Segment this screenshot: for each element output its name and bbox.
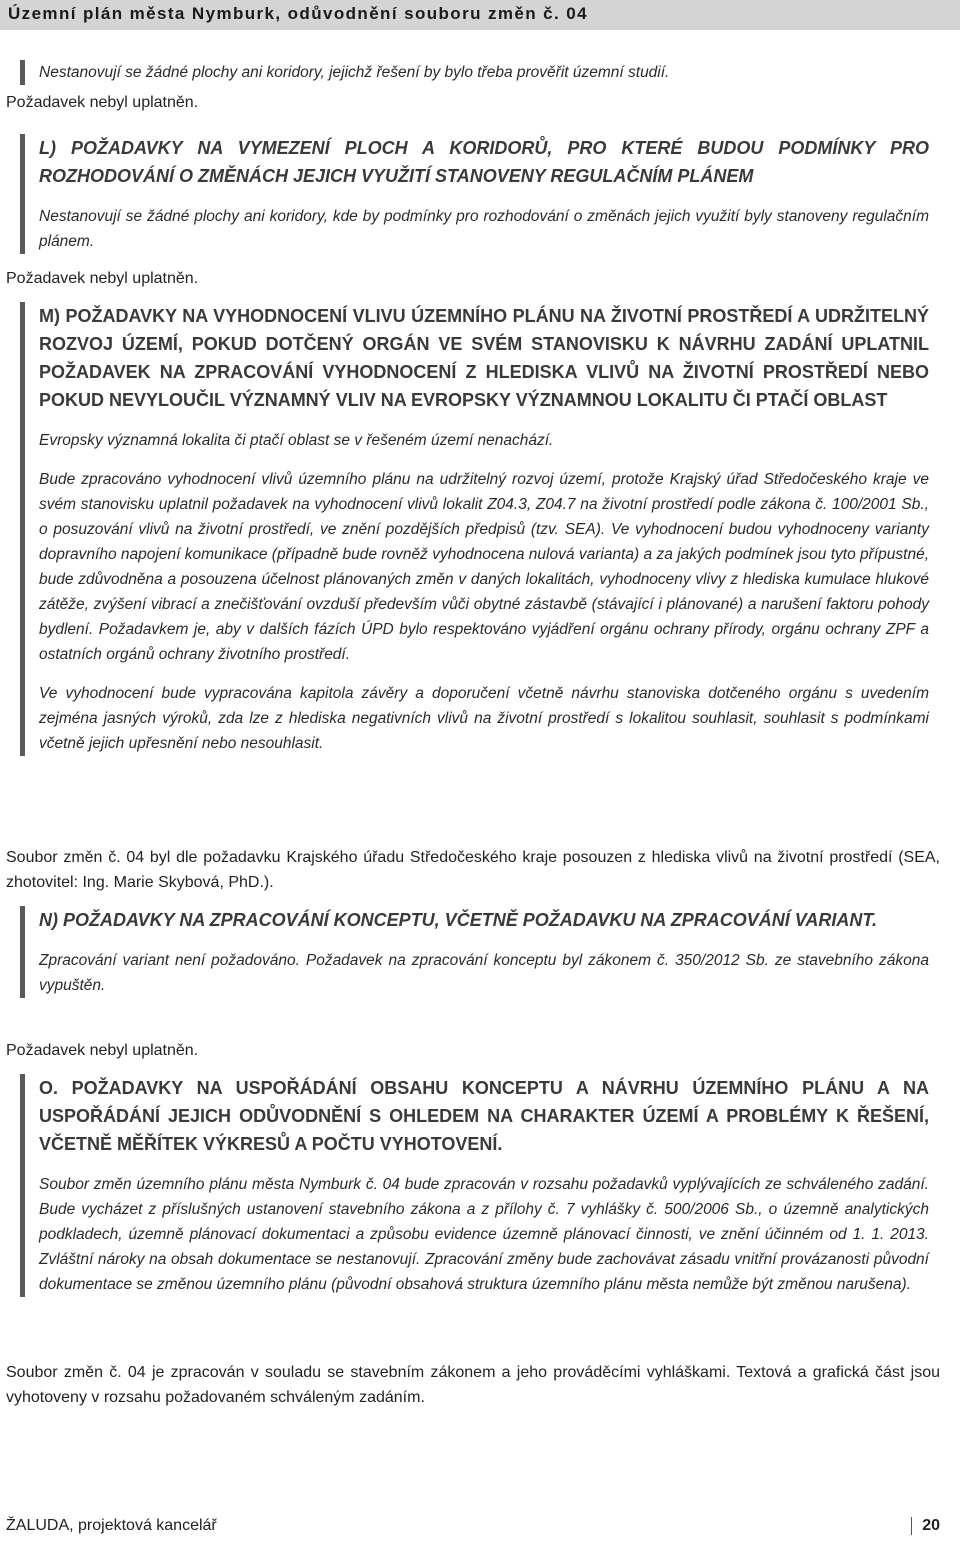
sea-assessment-note: Soubor změn č. 04 byl dle požadavku Krajského úřadu Středočeského kraje posouzen z hlediska vlivů na životní prostředí (SEA, zhotovitel: Ing. Marie Skybová, PhD.).	[6, 849, 940, 891]
m-section-block	[20, 302, 929, 756]
n-section-text: Zpracování variant není požadováno. Požadavek na zpracování konceptu byl zákonem č. 350/2012 Sb. ze stavebního zákona vypuštěn.	[39, 952, 929, 994]
m-section-heading: M) POŽADAVKY NA VYHODNOCENÍ VLIVU ÚZEMNÍHO PLÁNU NA ŽIVOTNÍ PROSTŘEDÍ A UDRŽITELNÝ ROZVOJ ÚZEMÍ, POKUD DOTČENÝ ORGÁN VE SVÉM STANOVISKU K NÁVRHU ZADÁNÍ UPLATNIL POŽADAVEK NA ZPRACOVÁNÍ VYHODNOCENÍ Z HLEDISKA VLIVŮ NA ŽIVOTNÍ PROSTŘEDÍ NEBO POKUD NEVYLOUČIL VÝZNAMNÝ VLIV NA EVROPSKY VÝZNAMNOU LOKALITU ČI PTAČÍ OBLAST	[39, 306, 929, 410]
m-section-paragraph-1: Evropsky významná lokalita či ptačí oblast se v řešeném území nenachází.	[39, 432, 554, 449]
document-title: Územní plán města Nymburk, odůvodnění souboru změn č. 04	[8, 4, 588, 23]
l-section-block	[20, 134, 929, 254]
m-section-paragraph-2: Bude zpracováno vyhodnocení vlivů územního plánu na udržitelný rozvoj území, protože Krajský úřad Středočeského kraje ve svém stanovisku uplatnil požadavek na vyhodnocení vlivů lokalit Z04.3, Z04.7 na životní prostředí podle zákona č. 100/2001 Sb., o posuzování vlivů na životní prostředí, ve znění pozdějších předpisů (tzv. SEA). Ve vyhodnocení budou vyhodnoceny varianty dopravního napojení komunikace (případně bude rovněž vyhodnocena nulová varianta) a za jakých podmínek jsou tyto přípustné, bude zdůvodněna a posouzena účelnost plánovaných změn v daných lokalitách, vyhodnoceny vlivy z hlediska kumulace hlukové zátěže, zvýšení vibrací a znečišťování ovzduší především vůči obytné zástavbě (stávající i plánované) a narušení faktoru pohody bydlení. Požadavkem je, aby v dalších fázích ÚPD bylo respektováno vyjádření orgánu ochrany přírody, orgánu ochrany ZPF a ostatních orgánů ochrany životního prostředí.	[39, 471, 929, 663]
footer-company: ŽALUDA, projektová kancelář	[6, 1517, 217, 1534]
note-not-applied-1: Požadavek nebyl uplatněn.	[6, 94, 199, 111]
m-section-paragraph-3: Ve vyhodnocení bude vypracována kapitola závěry a doporučení včetně návrhu stanoviska dotčeného orgánu s uvedením zejména jasných výroků, zda lze z hlediska negativních vlivů na životní prostředí s lokalitou souhlasit, souhlasit s podmínkami včetně jejich upřesnění nebo nesouhlasit.	[39, 685, 929, 752]
k-section-block	[20, 60, 929, 85]
o-section-block	[20, 1074, 929, 1297]
note-not-applied-2: Požadavek nebyl uplatněn.	[6, 270, 199, 287]
l-section-text: Nestanovují se žádné plochy ani koridory, kde by podmínky pro rozhodování o změnách jejich využití byly stanoveny regulačním plánem.	[39, 208, 929, 250]
note-not-applied-3: Požadavek nebyl uplatněn.	[6, 1042, 199, 1059]
compliance-note: Soubor změn č. 04 je zpracován v souladu se stavebním zákonem a jeho prováděcími vyhláškami. Textová a grafická část jsou vyhotoveny v rozsahu požadovaném schváleným zadáním.	[6, 1364, 940, 1406]
o-section-heading: O. POŽADAVKY NA USPOŘÁDÁNÍ OBSAHU KONCEPTU A NÁVRHU ÚZEMNÍHO PLÁNU A NA USPOŘÁDÁNÍ JEJICH ODŮVODNĚNÍ S OHLEDEM NA CHARAKTER ÚZEMÍ A PROBLÉMY K ŘEŠENÍ, VČETNĚ MĚŘÍTEK VÝKRESŮ A POČTU VYHOTOVENÍ.	[39, 1078, 929, 1154]
o-section-text: Soubor změn územního plánu města Nymburk č. 04 bude zpracován v rozsahu požadavků vyplývajících ze schváleného zadání. Bude vycházet z příslušných ustanovení stavebního zákona a z přílohy č. 7 vyhlášky č. 500/2006 Sb., o územně analytických podkladech, územně plánovací dokumentaci a způsobu evidence územně plánovací činnosti, ve znění účinném od 1. 1. 2013. Zvláštní nároky na obsah dokumentace se nestanovují. Zpracování změny bude zachovávat zásadu vnitřní provázanosti původní dokumentace se změnou územního plánu (původní obsahová struktura územního plánu města nemůže být změnou narušena).	[39, 1176, 929, 1293]
n-section-block	[20, 906, 929, 998]
page-header	[0, 0, 960, 30]
page-number: 20	[911, 1517, 940, 1535]
k-section-text: Nestanovují se žádné plochy ani koridory, jejichž řešení by bylo třeba prověřit územní studií.	[39, 64, 670, 81]
n-section-heading: N) POŽADAVKY NA ZPRACOVÁNÍ KONCEPTU, VČETNĚ POŽADAVKU NA ZPRACOVÁNÍ VARIANT.	[39, 910, 878, 930]
l-section-heading: L) POŽADAVKY NA VYMEZENÍ PLOCH A KORIDORŮ, PRO KTERÉ BUDOU PODMÍNKY PRO ROZHODOVÁNÍ O ZMĚNÁCH JEJICH VYUŽITÍ STANOVENY REGULAČNÍM PLÁNEM	[39, 138, 929, 186]
